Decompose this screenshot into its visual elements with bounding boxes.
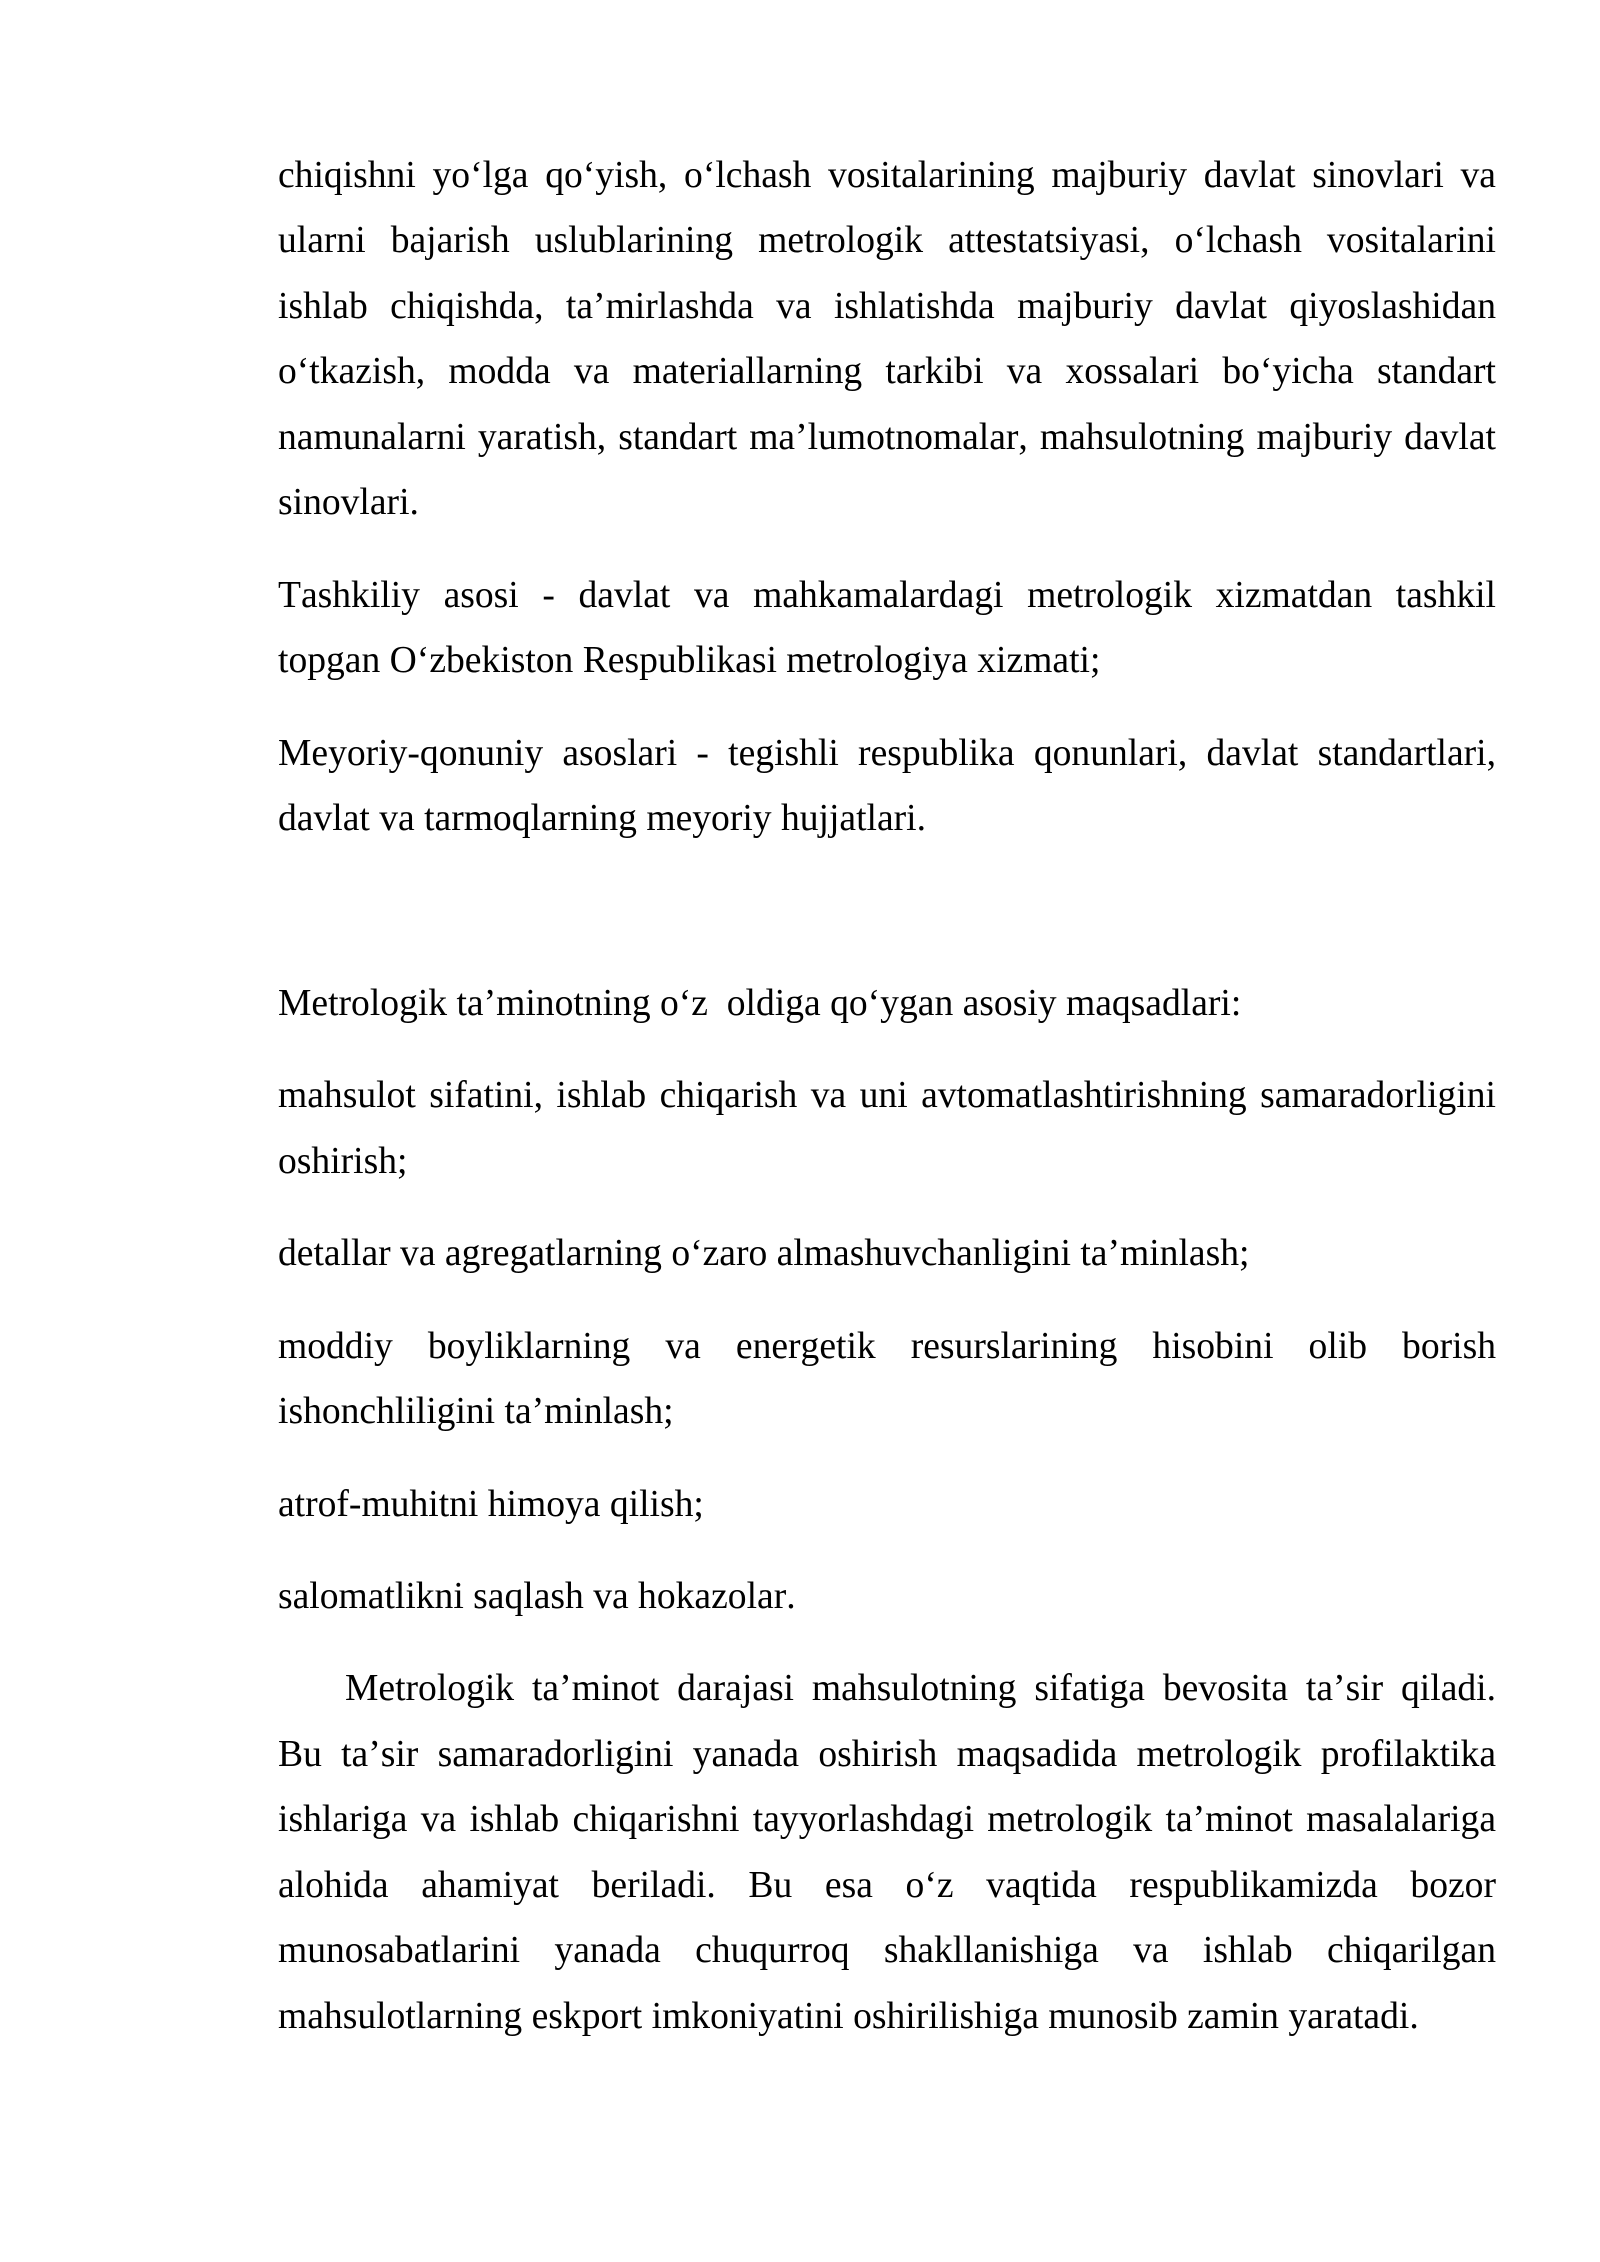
text-line: mahsulot sifatini, ishlab chiqarish va uni avtomatlashtirishning samaradorligini (278, 1075, 1496, 1117)
text-line: Bu ta’sir samaradorligini yanada oshirish maqsadida metrologik profilaktika (278, 1733, 1496, 1775)
text-line: Tashkiliy asosi - davlat va mahkamalardagi metrologik xizmatdan tashkil (278, 574, 1496, 616)
text-line: detallar va agregatlarning o‘zaro almashuvchanligini ta’minlash; (278, 1233, 1250, 1275)
goal-item (278, 1314, 1496, 1445)
text-line: oshirish; (278, 1140, 408, 1182)
paragraph-regulatory-basis (278, 721, 1496, 852)
text-line: o‘tkazish, modda va materiallarning tarkibi va xossalari bo‘yicha standart (278, 351, 1496, 393)
text-line: davlat va tarmoqlarning meyoriy hujjatlari. (278, 797, 927, 839)
paragraph-conclusion (278, 1656, 1496, 2049)
text-line: Metrologik ta’minotning o‘z oldiga qo‘ygan asosiy maqsadlari: (278, 982, 1242, 1024)
text-line: moddiy boyliklarning va energetik resurslarining hisobini olib borish (278, 1325, 1496, 1367)
text-line: munosabatlarini yanada chuqurroq shakllanishiga va ishlab chiqarilgan (278, 1930, 1496, 1972)
text-line: topgan O‘zbekiston Respublikasi metrologiya xizmati; (278, 640, 1101, 682)
text-line: ishlariga va ishlab chiqarishni tayyorlashdagi metrologik ta’minot masalalariga (278, 1799, 1496, 1841)
goal-item (278, 1564, 1496, 1629)
text-line: mahsulotlarning eskport imkoniyatini oshirilishiga munosib zamin yaratadi. (278, 1995, 1419, 2037)
text-line: alohida ahamiyat beriladi. Bu esa o‘z vaqtida respublikamizda bozor (278, 1864, 1496, 1906)
text-line: atrof-muhitni himoya qilish; (278, 1483, 704, 1525)
text-line: salomatlikni saqlash va hokazolar. (278, 1575, 796, 1617)
text-line: ishlab chiqishda, ta’mirlashda va ishlatishda majburiy davlat qiyoslashidan (278, 285, 1496, 327)
paragraph-organizational-basis (278, 563, 1496, 694)
text-line: Meyoriy-qonuniy asoslari - tegishli respublika qonunlari, davlat standartlari, (278, 732, 1496, 774)
text-line: Metrologik ta’minot darajasi mahsulotning sifatiga bevosita ta’sir qiladi. (345, 1668, 1496, 1710)
goal-item (278, 1472, 1496, 1537)
goal-item (278, 1221, 1496, 1286)
text-line: sinovlari. (278, 482, 419, 524)
text-line: chiqishni yo‘lga qo‘yish, o‘lchash vositalarining majburiy davlat sinovlari va (278, 155, 1496, 196)
text-line: ishonchliligini ta’minlash; (278, 1391, 674, 1433)
paragraph-intro-continuation (278, 143, 1496, 536)
text-line: namunalarni yaratish, standart ma’lumotnomalar, mahsulotning majburiy davlat (278, 416, 1496, 458)
text-line: ularni bajarish uslublarining metrologik attestatsiyasi, o‘lchash vositalarini (278, 220, 1496, 262)
goals-heading (278, 971, 1496, 1036)
goal-item (278, 1063, 1496, 1194)
